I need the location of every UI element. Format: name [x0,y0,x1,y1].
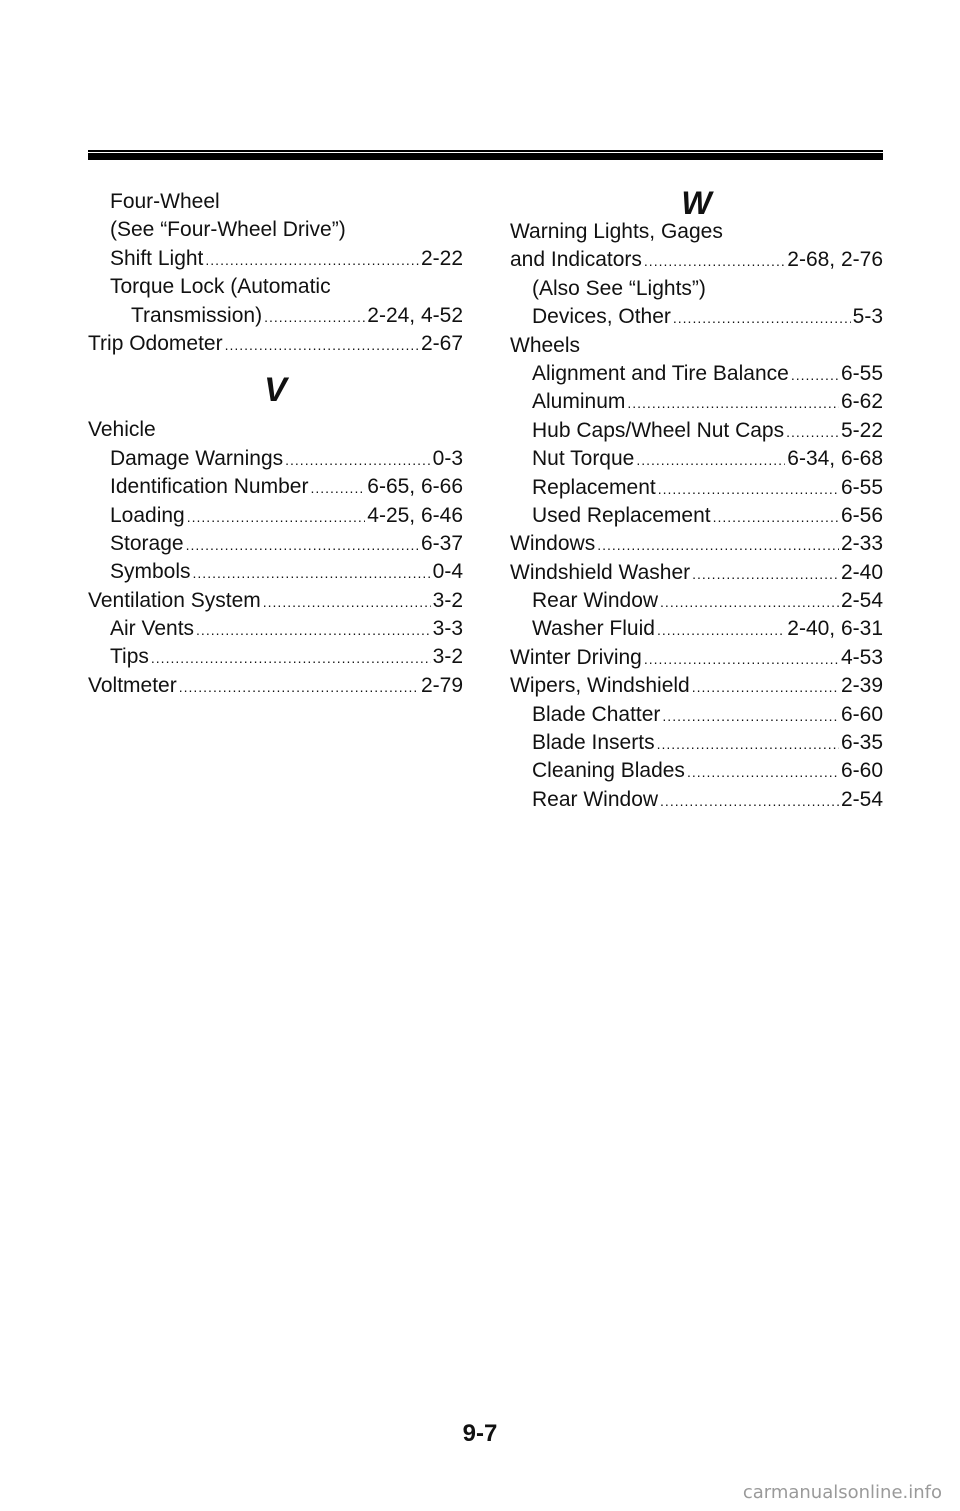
index-entry [88,617,463,645]
index-entry-label: Replacement [532,475,656,499]
index-entry [510,646,883,674]
index-entry-pages: 2-40 [840,560,883,584]
dot-leader [263,594,431,610]
index-entry [510,731,883,759]
index-entry [510,334,883,362]
index-entry [510,504,883,532]
index-entry-pages: 3-3 [432,617,463,641]
index-entry-pages: 2-54 [840,589,883,613]
index-entry-label: Damage Warnings [110,446,284,470]
index-entry-label: Wipers, Windshield [510,674,690,698]
index-entry-label: Vehicle [88,418,156,442]
index-entry-label: Nut Torque [532,447,635,471]
index-entry-pages: 6-55 [840,361,883,385]
index-entry-label: Cleaning Blades [532,759,685,783]
dot-leader [179,679,419,695]
index-entry [510,220,883,248]
index-entry [510,419,883,447]
index-entry-pages: 6-65, 6-66 [367,475,463,499]
index-entry-label: Windows [510,532,596,556]
dot-leader [692,566,839,582]
index-entry-label: Used Replacement [532,503,711,527]
dot-leader [205,252,419,268]
index-entry-label: Four-Wheel [110,190,220,213]
index-entry [510,390,883,418]
index-entry-label: Wheels [510,333,581,357]
index-entry-pages: 6-62 [840,390,883,414]
index-entry-pages: 4-25, 6-46 [367,503,463,527]
index-entry-pages: 2-67 [420,331,463,355]
index-entry-pages: 5-3 [852,305,883,329]
dot-leader [225,337,419,353]
index-entry-label: Blade Chatter [532,702,661,726]
header-rule-thin [88,150,883,152]
index-entry [510,674,883,702]
index-column-left [88,190,463,702]
index-entry-pages: 2-24, 4-52 [367,303,463,327]
index-entry-label: Tips [110,645,149,669]
dot-leader [264,309,365,325]
index-entry-pages: 2-39 [840,674,883,698]
dot-leader [657,736,839,752]
index-entry-pages: 2-54 [840,787,883,811]
section-letter-v: V [264,371,287,410]
index-entry-pages: 5-22 [840,418,883,442]
index-entry-label: Voltmeter [88,673,177,697]
index-entry-label: Identification Number [110,475,309,499]
index-entry [88,447,463,475]
header-rule-thick [88,153,883,160]
index-list-right [510,220,883,816]
index-entry [88,275,463,303]
index-entry-label: Loading [110,503,185,527]
index-entry-label: Shift Light [110,246,204,270]
index-entry-pages: 6-60 [840,702,883,726]
index-entry-label: Storage [110,531,184,555]
index-entry-pages: 3-2 [432,588,463,612]
index-entry-label: Rear Window [532,787,659,811]
index-entry-label: (See “Four-Wheel Drive”) [110,218,346,242]
index-entry [88,504,463,532]
index-entry-pages: 2-79 [420,673,463,697]
index-entry [510,476,883,504]
dot-leader [687,764,839,780]
dot-leader [662,708,839,724]
dot-leader [658,481,839,497]
index-entry [88,247,463,275]
index-entry [88,560,463,588]
index-entry-label: Washer Fluid [532,617,655,641]
index-entry [88,674,463,702]
index-entry [510,277,883,305]
index-entry-label: Windshield Washer [510,560,691,584]
index-entry [88,218,463,246]
dot-leader [644,253,785,269]
dot-leader [636,452,785,468]
dot-leader [786,424,839,440]
index-entry-label: Aluminum [532,390,626,414]
index-entry-label: Ventilation System [88,588,261,612]
dot-leader [791,367,839,383]
index-entry-label: Transmission) [131,303,263,327]
dot-leader [187,509,366,525]
index-entry-label: Air Vents [110,617,195,641]
index-entry-pages: 6-55 [840,475,883,499]
index-entry [510,703,883,731]
index-entry-label: and Indicators [510,248,642,272]
index-entry [510,248,883,276]
index-entry [510,447,883,475]
index-entry-pages: 6-60 [840,759,883,783]
index-entry-pages: 0-3 [432,446,463,470]
dot-leader [196,622,431,638]
index-entry-pages: 2-22 [420,246,463,270]
index-list-left-top [88,190,463,360]
dot-leader [644,651,839,667]
index-entry [88,532,463,560]
index-entry-label: Hub Caps/Wheel Nut Caps [532,418,785,442]
index-entry [88,418,463,446]
index-entry [88,475,463,503]
dot-leader [657,622,785,638]
index-entry [510,561,883,589]
index-entry [510,617,883,645]
index-entry-pages: 4-53 [840,645,883,669]
dot-leader [285,452,431,468]
index-entry-pages: 6-34, 6-68 [787,447,883,471]
index-entry [88,332,463,360]
index-list-left-v [88,418,463,702]
index-entry-label: Warning Lights, Gages [510,220,723,243]
index-entry-label: Alignment and Tire Balance [532,361,789,385]
index-entry-pages: 2-68, 2-76 [787,248,883,272]
index-entry [510,759,883,787]
index-entry-label: Blade Inserts [532,731,655,755]
index-entry-label: Trip Odometer [88,331,223,355]
index-entry-pages: 0-4 [432,560,463,584]
dot-leader [673,310,851,326]
index-entry [88,645,463,673]
index-entry [510,362,883,390]
index-entry [510,305,883,333]
dot-leader [660,793,839,809]
index-entry [510,532,883,560]
index-entry [510,788,883,816]
dot-leader [713,509,839,525]
dot-leader [660,594,839,610]
index-entry-pages: 3-2 [432,645,463,669]
index-entry [88,304,463,332]
index-entry-label: Rear Window [532,589,659,613]
watermark-text: carmanualsonline.info [742,1482,942,1503]
index-entry-pages: 6-37 [420,531,463,555]
dot-leader [597,537,839,553]
page-number: 9-7 [462,1420,498,1447]
index-entry-label: Symbols [110,560,191,584]
index-entry-pages: 6-35 [840,731,883,755]
index-entry-pages: 2-33 [840,532,883,556]
section-letter-w: W [681,185,712,221]
index-entry-label: Torque Lock (Automatic [110,275,331,299]
index-entry-pages: 6-56 [840,503,883,527]
dot-leader [193,565,431,581]
dot-leader [627,395,839,411]
index-entry [510,589,883,617]
index-entry-pages: 2-40, 6-31 [787,617,883,641]
index-entry-label: Devices, Other [532,305,671,329]
dot-leader [186,537,419,553]
index-entry [88,190,463,218]
dot-leader [310,480,365,496]
dot-leader [151,650,431,666]
dot-leader [692,679,839,695]
index-entry-label: Winter Driving [510,645,642,669]
index-column-right [510,185,883,816]
index-entry-label: (Also See “Lights”) [532,276,706,300]
index-entry [88,589,463,617]
